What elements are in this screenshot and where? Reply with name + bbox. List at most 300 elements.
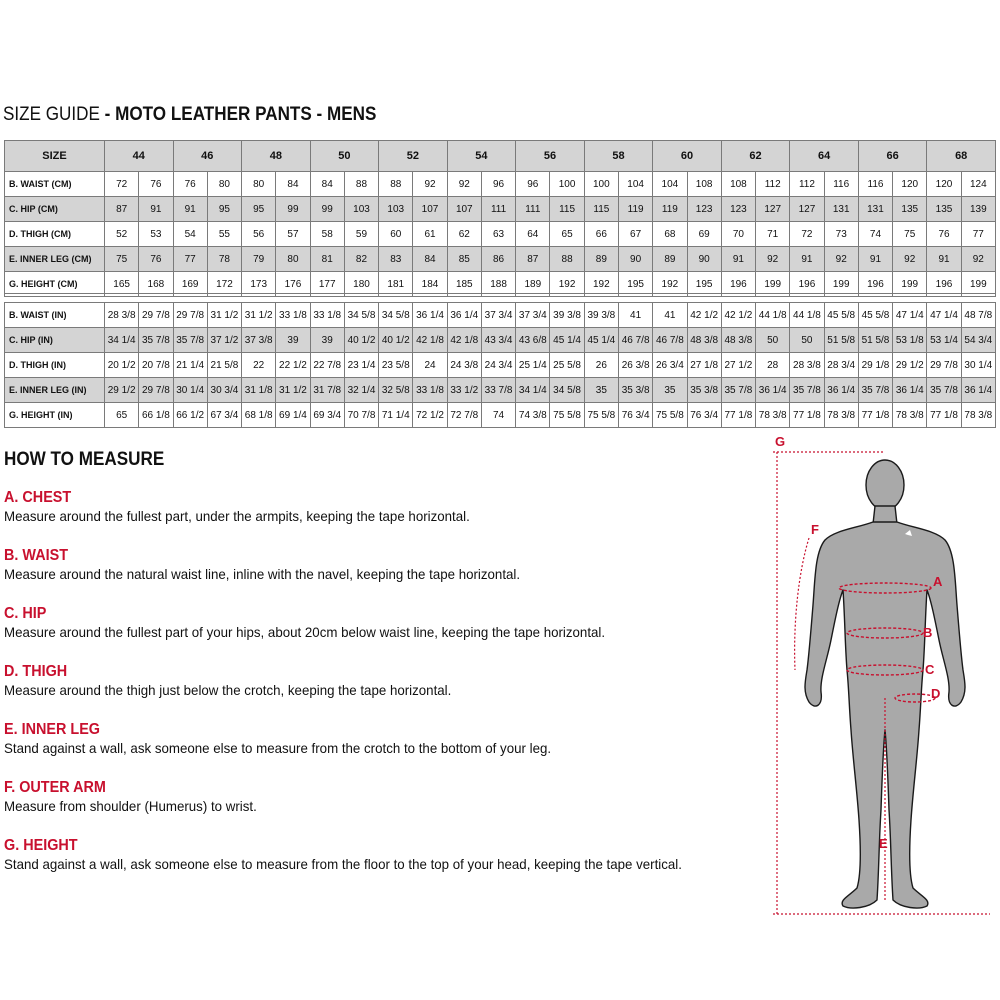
table-cell: 69 1/4 xyxy=(276,403,310,428)
table-cell: 39 3/8 xyxy=(550,303,584,328)
row-label: C. HIP (IN) xyxy=(5,328,105,353)
table-cell: 29 7/8 xyxy=(927,353,961,378)
table-cell: 119 xyxy=(618,197,652,222)
table-cell: 107 xyxy=(413,197,447,222)
table-cell: 65 xyxy=(550,222,584,247)
table-cell: 108 xyxy=(687,172,721,197)
table-cell: 28 3/8 xyxy=(105,303,139,328)
table-cell: 91 xyxy=(790,247,824,272)
measure-section-text: Measure around the natural waist line, inline with the navel, keeping the tape horizontal. xyxy=(4,566,521,582)
table-cell: 103 xyxy=(379,197,413,222)
table-cell: 199 xyxy=(893,272,927,297)
table-cell: 37 3/8 xyxy=(242,328,276,353)
table-cell: 54 3/4 xyxy=(961,328,995,353)
table-cell: 192 xyxy=(550,272,584,297)
table-cell: 69 xyxy=(687,222,721,247)
table-row xyxy=(5,247,996,272)
size-table-cm xyxy=(4,140,996,297)
measure-section-heading: A. CHEST xyxy=(4,489,72,506)
table-cell: 39 3/8 xyxy=(584,303,618,328)
measure-section xyxy=(4,837,764,872)
table-cell: 27 1/2 xyxy=(721,353,755,378)
table-cell: 35 7/8 xyxy=(721,378,755,403)
table-cell: 180 xyxy=(344,272,378,297)
table-cell: 81 xyxy=(310,247,344,272)
row-label: G. HEIGHT (CM) xyxy=(5,272,105,297)
table-cell: 77 xyxy=(961,222,995,247)
table-cell: 82 xyxy=(344,247,378,272)
label-d: D xyxy=(931,686,941,701)
table-cell: 33 1/8 xyxy=(310,303,344,328)
table-cell: 22 xyxy=(242,353,276,378)
label-g: G xyxy=(775,434,786,449)
measure-section-text: Measure around the fullest part, under the armpits, keeping the tape horizontal. xyxy=(4,508,470,524)
measure-section-text: Measure around the fullest part of your hips, about 20cm below waist line, keeping the tape horizontal. xyxy=(4,624,606,640)
table-cell: 84 xyxy=(310,172,344,197)
table-cell: 78 3/8 xyxy=(893,403,927,428)
table-cell: 50 xyxy=(756,328,790,353)
table-cell: 24 3/4 xyxy=(481,353,515,378)
table-cell: 72 1/2 xyxy=(413,403,447,428)
table-cell: 192 xyxy=(653,272,687,297)
table-cell: 90 xyxy=(687,247,721,272)
size-header-cell: 66 xyxy=(858,141,927,172)
table-cell: 34 5/8 xyxy=(344,303,378,328)
table-cell: 22 7/8 xyxy=(310,353,344,378)
table-cell: 34 5/8 xyxy=(550,378,584,403)
table-cell: 66 1/8 xyxy=(139,403,173,428)
table-cell: 45 1/4 xyxy=(584,328,618,353)
table-cell: 87 xyxy=(105,197,139,222)
table-cell: 70 7/8 xyxy=(344,403,378,428)
table-cell: 74 xyxy=(858,222,892,247)
table-cell: 24 3/8 xyxy=(447,353,481,378)
table-cell: 68 xyxy=(653,222,687,247)
measure-section xyxy=(4,663,764,698)
size-header-cell: 62 xyxy=(721,141,790,172)
table-cell: 196 xyxy=(790,272,824,297)
table-cell: 36 1/4 xyxy=(961,378,995,403)
table-cell: 84 xyxy=(276,172,310,197)
table-cell: 111 xyxy=(481,197,515,222)
measure-section-heading: C. HIP xyxy=(4,605,47,622)
table-cell: 39 xyxy=(310,328,344,353)
table-cell: 33 7/8 xyxy=(481,378,515,403)
table-cell: 36 1/4 xyxy=(756,378,790,403)
table-cell: 116 xyxy=(824,172,858,197)
table-cell: 37 1/2 xyxy=(207,328,241,353)
table-cell: 36 1/4 xyxy=(413,303,447,328)
table-cell: 169 xyxy=(173,272,207,297)
table-cell: 61 xyxy=(413,222,447,247)
table-cell: 44 1/8 xyxy=(790,303,824,328)
table-cell: 24 xyxy=(413,353,447,378)
table-cell: 40 1/2 xyxy=(344,328,378,353)
table-cell: 48 3/8 xyxy=(721,328,755,353)
table-cell: 35 3/8 xyxy=(687,378,721,403)
table-row xyxy=(5,353,996,378)
table-cell: 104 xyxy=(653,172,687,197)
row-label: E. INNER LEG (CM) xyxy=(5,247,105,272)
table-cell: 199 xyxy=(824,272,858,297)
table-cell: 26 xyxy=(584,353,618,378)
table-cell: 78 3/8 xyxy=(756,403,790,428)
table-cell: 86 xyxy=(481,247,515,272)
table-cell: 34 1/4 xyxy=(105,328,139,353)
table-cell: 165 xyxy=(105,272,139,297)
size-table-in xyxy=(4,302,996,428)
table-cell: 91 xyxy=(721,247,755,272)
table-cell: 44 1/8 xyxy=(756,303,790,328)
table-cell: 112 xyxy=(790,172,824,197)
table-cell: 188 xyxy=(481,272,515,297)
table-cell: 135 xyxy=(927,197,961,222)
table-cell: 77 1/8 xyxy=(927,403,961,428)
table-cell: 92 xyxy=(756,247,790,272)
table-cell: 89 xyxy=(653,247,687,272)
table-cell: 80 xyxy=(276,247,310,272)
table-cell: 89 xyxy=(584,247,618,272)
outer-arm-marker xyxy=(795,538,809,670)
table-cell: 88 xyxy=(379,172,413,197)
table-cell: 28 3/8 xyxy=(790,353,824,378)
table-cell: 92 xyxy=(893,247,927,272)
table-row xyxy=(5,197,996,222)
table-row xyxy=(5,378,996,403)
table-cell: 48 3/8 xyxy=(687,328,721,353)
table-cell: 31 1/2 xyxy=(276,378,310,403)
table-cell: 75 xyxy=(893,222,927,247)
table-cell: 107 xyxy=(447,197,481,222)
table-cell: 95 xyxy=(207,197,241,222)
table-cell: 100 xyxy=(550,172,584,197)
table-cell: 172 xyxy=(207,272,241,297)
table-cell: 40 1/2 xyxy=(379,328,413,353)
table-cell: 71 xyxy=(756,222,790,247)
table-cell: 168 xyxy=(139,272,173,297)
table-cell: 35 xyxy=(653,378,687,403)
table-cell: 55 xyxy=(207,222,241,247)
table-cell: 120 xyxy=(927,172,961,197)
size-header-cell: 52 xyxy=(379,141,448,172)
table-cell: 21 1/4 xyxy=(173,353,207,378)
how-to-measure-heading: HOW TO MEASURE xyxy=(4,449,165,470)
table-cell: 199 xyxy=(961,272,995,297)
table-cell: 45 5/8 xyxy=(824,303,858,328)
table-cell: 53 1/8 xyxy=(893,328,927,353)
table-row xyxy=(5,222,996,247)
table-cell: 124 xyxy=(961,172,995,197)
table-cell: 76 xyxy=(173,172,207,197)
table-cell: 177 xyxy=(310,272,344,297)
table-cell: 115 xyxy=(584,197,618,222)
table-cell: 33 1/8 xyxy=(276,303,310,328)
table-cell: 127 xyxy=(790,197,824,222)
table-cell: 63 xyxy=(481,222,515,247)
measure-section-heading: E. INNER LEG xyxy=(4,721,101,738)
table-cell: 96 xyxy=(481,172,515,197)
table-cell: 54 xyxy=(173,222,207,247)
row-label: D. THIGH (IN) xyxy=(5,353,105,378)
table-cell: 36 1/4 xyxy=(447,303,481,328)
table-cell: 75 5/8 xyxy=(584,403,618,428)
table-cell: 91 xyxy=(139,197,173,222)
table-cell: 75 5/8 xyxy=(653,403,687,428)
table-cell: 34 5/8 xyxy=(379,303,413,328)
table-cell: 116 xyxy=(858,172,892,197)
table-cell: 35 7/8 xyxy=(173,328,207,353)
table-cell: 37 3/4 xyxy=(481,303,515,328)
table-cell: 66 xyxy=(584,222,618,247)
table-cell: 76 xyxy=(139,172,173,197)
table-cell: 77 1/8 xyxy=(858,403,892,428)
table-cell: 60 xyxy=(379,222,413,247)
table-cell: 27 1/8 xyxy=(687,353,721,378)
table-cell: 39 xyxy=(276,328,310,353)
table-cell: 103 xyxy=(344,197,378,222)
table-cell: 29 1/2 xyxy=(105,378,139,403)
table-cell: 70 xyxy=(721,222,755,247)
measure-section-text: Measure from shoulder (Humerus) to wrist. xyxy=(4,798,257,814)
table-cell: 32 1/4 xyxy=(344,378,378,403)
size-header-row xyxy=(5,141,996,172)
table-cell: 108 xyxy=(721,172,755,197)
measure-section-heading: B. WAIST xyxy=(4,547,68,564)
table-cell: 72 7/8 xyxy=(447,403,481,428)
table-cell: 184 xyxy=(413,272,447,297)
size-header-cell: 64 xyxy=(790,141,859,172)
table-cell: 62 xyxy=(447,222,481,247)
table-cell: 77 1/8 xyxy=(721,403,755,428)
table-cell: 119 xyxy=(653,197,687,222)
table-cell: 42 1/8 xyxy=(447,328,481,353)
table-cell: 36 1/4 xyxy=(893,378,927,403)
table-cell: 31 7/8 xyxy=(310,378,344,403)
row-label: B. WAIST (CM) xyxy=(5,172,105,197)
title-prefix: SIZE GUIDE xyxy=(3,104,100,125)
table-cell: 92 xyxy=(447,172,481,197)
label-a: A xyxy=(933,574,943,589)
table-cell: 196 xyxy=(721,272,755,297)
table-cell: 35 7/8 xyxy=(139,328,173,353)
row-label: E. INNER LEG (IN) xyxy=(5,378,105,403)
table-cell: 64 xyxy=(516,222,550,247)
table-cell: 53 1/4 xyxy=(927,328,961,353)
table-cell: 79 xyxy=(242,247,276,272)
table-cell: 47 1/4 xyxy=(893,303,927,328)
table-cell: 67 3/4 xyxy=(207,403,241,428)
page-title xyxy=(3,104,376,126)
table-cell: 45 1/4 xyxy=(550,328,584,353)
table-cell: 87 xyxy=(516,247,550,272)
table-cell: 59 xyxy=(344,222,378,247)
table-cell: 53 xyxy=(139,222,173,247)
table-cell: 92 xyxy=(961,247,995,272)
table-cell: 88 xyxy=(344,172,378,197)
table-cell: 100 xyxy=(584,172,618,197)
table-cell: 31 1/8 xyxy=(242,378,276,403)
size-header-cell: 54 xyxy=(447,141,516,172)
table-cell: 78 xyxy=(207,247,241,272)
size-header-cell: 46 xyxy=(173,141,242,172)
table-cell: 176 xyxy=(276,272,310,297)
table-cell: 195 xyxy=(618,272,652,297)
table-cell: 92 xyxy=(413,172,447,197)
table-cell: 68 1/8 xyxy=(242,403,276,428)
row-label: D. THIGH (CM) xyxy=(5,222,105,247)
table-row xyxy=(5,172,996,197)
table-cell: 74 xyxy=(481,403,515,428)
table-cell: 52 xyxy=(105,222,139,247)
table-cell: 48 7/8 xyxy=(961,303,995,328)
table-cell: 51 5/8 xyxy=(858,328,892,353)
table-cell: 111 xyxy=(516,197,550,222)
measure-section-text: Measure around the thigh just below the crotch, keeping the tape horizontal. xyxy=(4,682,452,698)
table-row xyxy=(5,403,996,428)
table-cell: 30 1/4 xyxy=(961,353,995,378)
measure-section-text: Stand against a wall, ask someone else to measure from the floor to the top of your head, keeping the tape vertical. xyxy=(4,856,682,872)
table-cell: 46 7/8 xyxy=(618,328,652,353)
table-cell: 34 1/4 xyxy=(516,378,550,403)
table-cell: 35 xyxy=(584,378,618,403)
table-cell: 29 7/8 xyxy=(173,303,207,328)
measure-section-heading: G. HEIGHT xyxy=(4,837,78,854)
table-cell: 23 5/8 xyxy=(379,353,413,378)
table-cell: 123 xyxy=(687,197,721,222)
table-cell: 199 xyxy=(756,272,790,297)
label-e: E xyxy=(879,836,888,851)
table-cell: 20 7/8 xyxy=(139,353,173,378)
table-cell: 90 xyxy=(618,247,652,272)
table-cell: 80 xyxy=(207,172,241,197)
table-cell: 43 6/8 xyxy=(516,328,550,353)
row-label: G. HEIGHT (IN) xyxy=(5,403,105,428)
table-cell: 74 3/8 xyxy=(516,403,550,428)
table-cell: 84 xyxy=(413,247,447,272)
table-cell: 45 5/8 xyxy=(858,303,892,328)
table-cell: 30 3/4 xyxy=(207,378,241,403)
table-cell: 75 xyxy=(105,247,139,272)
table-cell: 31 1/2 xyxy=(242,303,276,328)
table-cell: 135 xyxy=(893,197,927,222)
size-header-cell: 68 xyxy=(927,141,996,172)
table-cell: 21 5/8 xyxy=(207,353,241,378)
title-product: - MOTO LEATHER PANTS - MENS xyxy=(99,104,377,125)
row-label: B. WAIST (IN) xyxy=(5,303,105,328)
table-cell: 35 7/8 xyxy=(927,378,961,403)
measure-section-heading: D. THIGH xyxy=(4,663,68,680)
table-cell: 76 3/4 xyxy=(618,403,652,428)
table-cell: 92 xyxy=(824,247,858,272)
table-cell: 120 xyxy=(893,172,927,197)
table-cell: 36 1/4 xyxy=(824,378,858,403)
table-cell: 41 xyxy=(653,303,687,328)
table-cell: 50 xyxy=(790,328,824,353)
table-cell: 76 xyxy=(139,247,173,272)
table-cell: 57 xyxy=(276,222,310,247)
table-cell: 23 1/4 xyxy=(344,353,378,378)
measure-section xyxy=(4,721,764,756)
table-cell: 58 xyxy=(310,222,344,247)
table-cell: 35 7/8 xyxy=(790,378,824,403)
size-header-label: SIZE xyxy=(5,141,105,172)
table-cell: 29 1/8 xyxy=(858,353,892,378)
table-cell: 29 7/8 xyxy=(139,303,173,328)
table-cell: 78 3/8 xyxy=(824,403,858,428)
table-cell: 195 xyxy=(687,272,721,297)
table-cell: 65 xyxy=(105,403,139,428)
table-cell: 26 3/8 xyxy=(618,353,652,378)
size-header-cell: 58 xyxy=(584,141,653,172)
measure-section xyxy=(4,547,764,582)
table-cell: 88 xyxy=(550,247,584,272)
table-cell: 72 xyxy=(105,172,139,197)
measure-section xyxy=(4,779,764,814)
table-cell: 196 xyxy=(927,272,961,297)
table-cell: 83 xyxy=(379,247,413,272)
table-cell: 33 1/8 xyxy=(413,378,447,403)
size-header-cell: 60 xyxy=(653,141,722,172)
measurement-figure xyxy=(765,430,1000,930)
table-cell: 192 xyxy=(584,272,618,297)
table-cell: 71 1/4 xyxy=(379,403,413,428)
table-cell: 33 1/2 xyxy=(447,378,481,403)
table-cell: 42 1/2 xyxy=(687,303,721,328)
table-cell: 99 xyxy=(276,197,310,222)
table-cell: 32 5/8 xyxy=(379,378,413,403)
table-cell: 66 1/2 xyxy=(173,403,207,428)
table-cell: 77 1/8 xyxy=(790,403,824,428)
table-cell: 42 1/2 xyxy=(721,303,755,328)
table-cell: 99 xyxy=(310,197,344,222)
table-cell: 67 xyxy=(618,222,652,247)
table-cell: 123 xyxy=(721,197,755,222)
table-cell: 35 3/8 xyxy=(618,378,652,403)
table-cell: 76 xyxy=(927,222,961,247)
table-cell: 189 xyxy=(516,272,550,297)
table-cell: 43 3/4 xyxy=(481,328,515,353)
size-header-cell: 48 xyxy=(242,141,311,172)
table-cell: 96 xyxy=(516,172,550,197)
table-cell: 115 xyxy=(550,197,584,222)
table-row xyxy=(5,303,996,328)
table-cell: 31 1/2 xyxy=(207,303,241,328)
label-b: B xyxy=(923,625,933,640)
measure-section xyxy=(4,489,764,524)
table-cell: 185 xyxy=(447,272,481,297)
table-cell: 91 xyxy=(858,247,892,272)
table-cell: 46 7/8 xyxy=(653,328,687,353)
table-cell: 104 xyxy=(618,172,652,197)
label-f: F xyxy=(811,522,819,537)
table-cell: 25 1/4 xyxy=(516,353,550,378)
size-header-cell: 50 xyxy=(310,141,379,172)
measure-section-text: Stand against a wall, ask someone else to measure from the crotch to the bottom of your leg. xyxy=(4,740,552,756)
table-cell: 29 1/2 xyxy=(893,353,927,378)
table-cell: 25 5/8 xyxy=(550,353,584,378)
table-cell: 181 xyxy=(379,272,413,297)
table-cell: 28 xyxy=(756,353,790,378)
table-cell: 29 7/8 xyxy=(139,378,173,403)
table-cell: 76 3/4 xyxy=(687,403,721,428)
table-cell: 112 xyxy=(756,172,790,197)
table-row xyxy=(5,328,996,353)
table-cell: 51 5/8 xyxy=(824,328,858,353)
table-cell: 28 3/4 xyxy=(824,353,858,378)
row-label: C. HIP (CM) xyxy=(5,197,105,222)
table-cell: 78 3/8 xyxy=(961,403,995,428)
table-cell: 85 xyxy=(447,247,481,272)
